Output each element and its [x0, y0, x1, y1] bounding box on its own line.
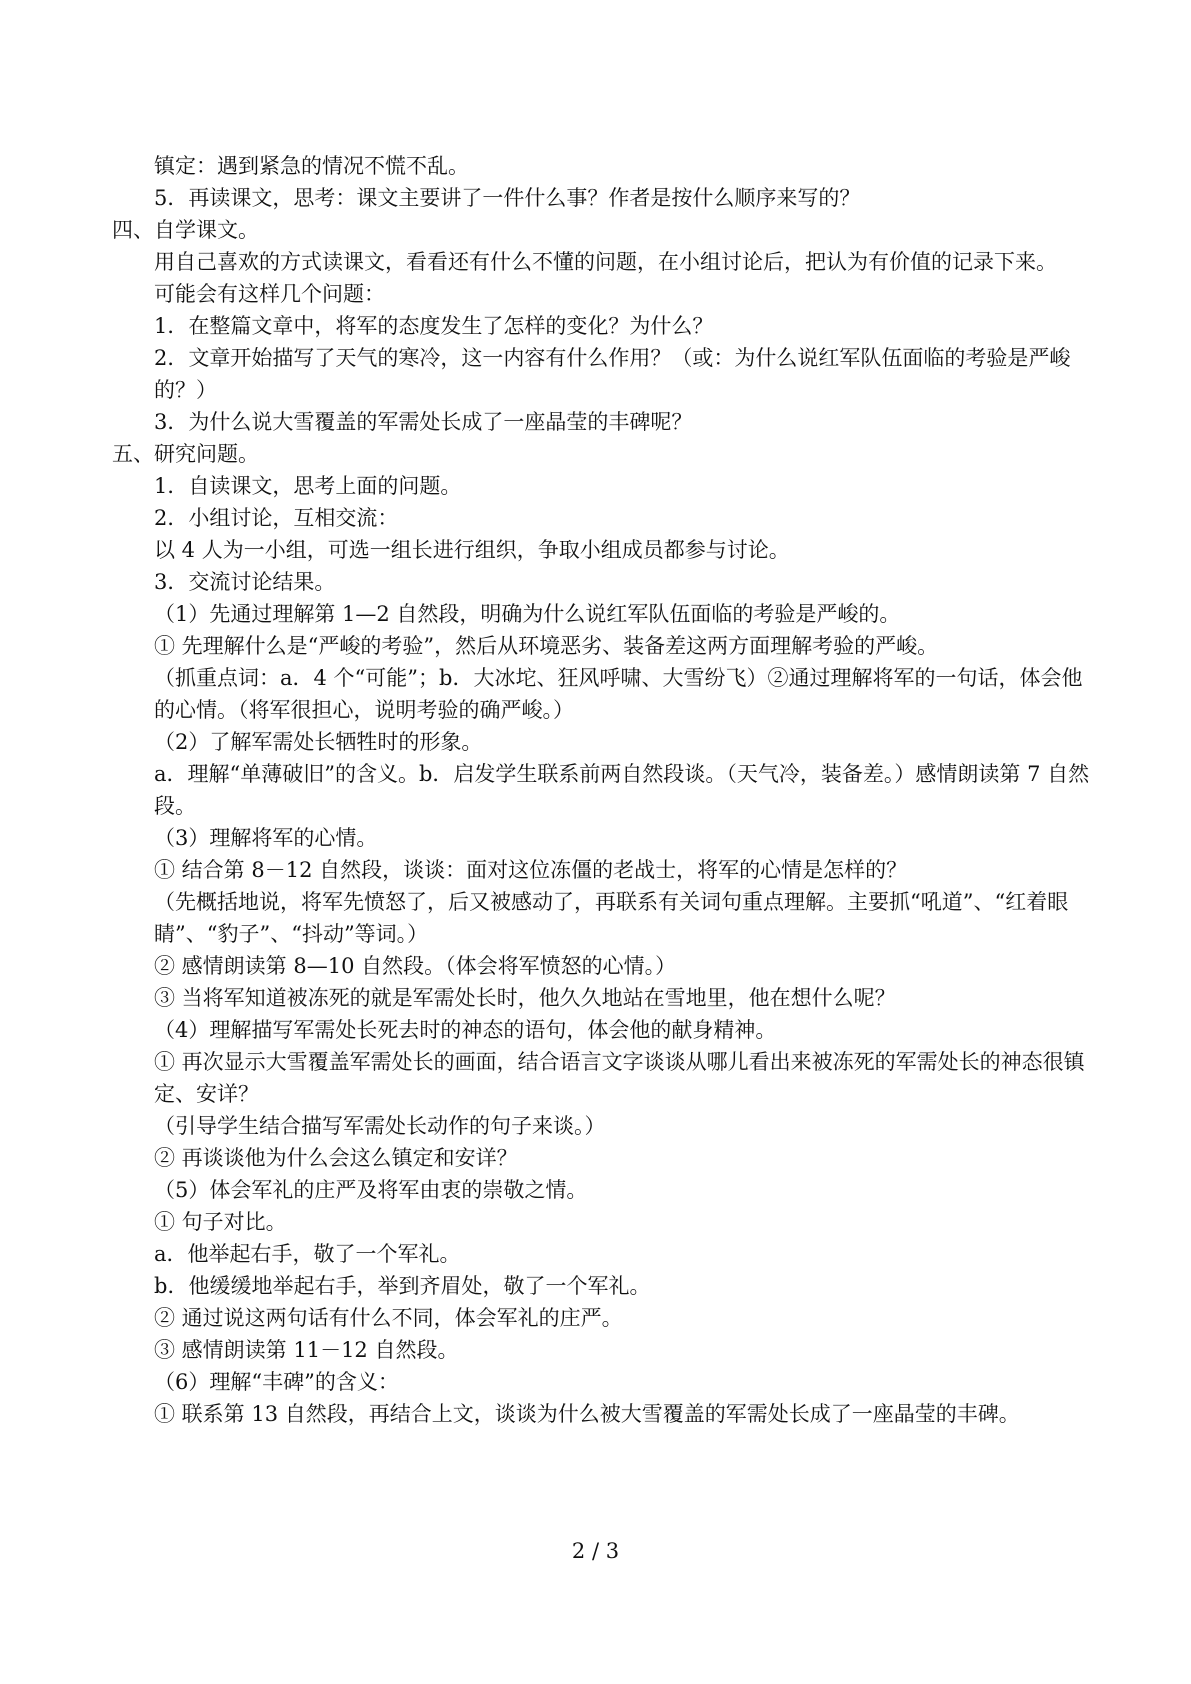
paragraph: a．他举起右手，敬了一个军礼。	[154, 1242, 461, 1266]
paragraph: ② 感情朗读第 8—10 自然段。（体会将军愤怒的心情。）	[154, 954, 677, 978]
paragraph: （2）了解军需处长牺牲时的形象。	[154, 730, 483, 754]
paragraph: ① 先理解什么是“严峻的考验”，然后从环境恶劣、装备差这两方面理解考验的严峻。	[154, 634, 939, 658]
paragraph: （先概括地说，将军先愤怒了，后又被感动了，再联系有关词句重点理解。主要抓“吼道”、“红着眼睛”、“豹子”、“抖动”等词。）	[154, 890, 1069, 946]
paragraph: ① 结合第 8－12 自然段，谈谈：面对这位冻僵的老战士，将军的心情是怎样的？	[154, 858, 908, 882]
paragraph: ① 联系第 13 自然段，再结合上文，谈谈为什么被大雪覆盖的军需处长成了一座晶莹的丰碑。	[154, 1402, 1020, 1426]
paragraph: （抓重点词：a．4 个“可能”；b．大冰坨、狂风呼啸、大雪纷飞）②通过理解将军的一句话，体会他的心情。（将军很担心，说明考验的确严峻。）	[154, 666, 1083, 722]
paragraph: ① 句子对比。	[154, 1210, 287, 1234]
paragraph: 3．为什么说大雪覆盖的军需处长成了一座晶莹的丰碑呢？	[154, 410, 693, 434]
paragraph: 用自己喜欢的方式读课文，看看还有什么不懂的问题，在小组讨论后，把认为有价值的记录下来。	[154, 250, 1057, 274]
paragraph: 2．小组讨论，互相交流：	[154, 506, 399, 530]
page-number: 2 / 3	[571, 1539, 620, 1563]
paragraph: ② 再谈谈他为什么会这么镇定和安详？	[154, 1146, 518, 1170]
section-heading: 四、自学课文。	[112, 218, 259, 242]
document-body	[112, 150, 1094, 1430]
paragraph: （3）理解将军的心情。	[154, 826, 378, 850]
paragraph: （5）体会军礼的庄严及将军由衷的崇敬之情。	[154, 1178, 588, 1202]
paragraph: 可能会有这样几个问题：	[154, 282, 385, 306]
paragraph: ① 再次显示大雪覆盖军需处长的画面，结合语言文字谈谈从哪儿看出来被冻死的军需处长的神态很镇定、安详？	[154, 1050, 1085, 1106]
paragraph: 1．在整篇文章中，将军的态度发生了怎样的变化？为什么？	[154, 314, 714, 338]
paragraph: ② 通过说这两句话有什么不同，体会军礼的庄严。	[154, 1306, 623, 1330]
paragraph: （6）理解“丰碑”的含义：	[154, 1370, 399, 1394]
paragraph: 3．交流讨论结果。	[154, 570, 336, 594]
paragraph: 2．文章开始描写了天气的寒冷，这一内容有什么作用？（或：为什么说红军队伍面临的考验是严峻的？）	[154, 346, 1071, 402]
paragraph: 5．再读课文，思考：课文主要讲了一件什么事？作者是按什么顺序来写的？	[154, 186, 861, 210]
paragraph: ③ 感情朗读第 11－12 自然段。	[154, 1338, 459, 1362]
paragraph: （1）先通过理解第 1—2 自然段，明确为什么说红军队伍面临的考验是严峻的。	[154, 602, 901, 626]
paragraph: 1．自读课文，思考上面的问题。	[154, 474, 462, 498]
paragraph: 以 4 人为一小组，可选一组长进行组织，争取小组成员都参与讨论。	[154, 538, 790, 562]
paragraph: ③ 当将军知道被冻死的就是军需处长时，他久久地站在雪地里，他在想什么呢？	[154, 986, 896, 1010]
section-heading: 五、研究问题。	[112, 442, 259, 466]
paragraph: （4）理解描写军需处长死去时的神态的语句，体会他的献身精神。	[154, 1018, 777, 1042]
paragraph: 镇定：遇到紧急的情况不慌不乱。	[154, 154, 469, 178]
paragraph: a．理解“单薄破旧”的含义。b．启发学生联系前两自然段谈。（天气冷，装备差。）感情朗读第 7 自然段。	[154, 762, 1090, 818]
paragraph: （引导学生结合描写军需处长动作的句子来谈。）	[154, 1114, 606, 1138]
paragraph: b．他缓缓地举起右手，举到齐眉处，敬了一个军礼。	[154, 1274, 651, 1298]
